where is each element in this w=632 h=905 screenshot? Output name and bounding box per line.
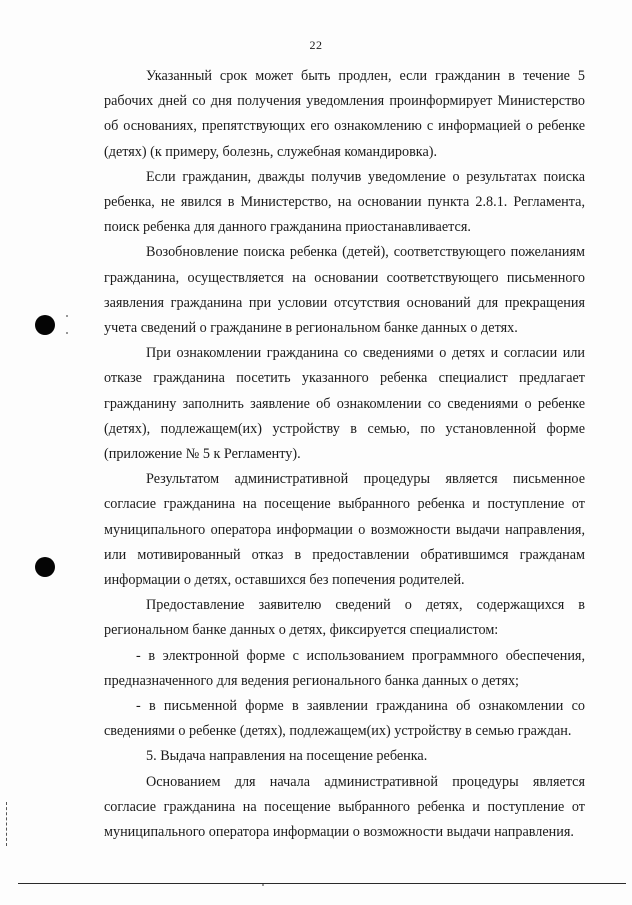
scan-edge-mark [6,802,7,846]
scan-speck [66,315,68,317]
scan-speck [262,884,264,886]
paragraph-extension-of-term: Указанный срок может быть продлен, если гражданин в течение 5 рабочих дней со дня получения уведомления проинформирует Министерство об основаниях, препятствующих его ознакомлению с информацией о ребенке (детях) (к примеру, болезнь, служебная командировка). [104,68,585,160]
section-heading: 5. Выдача направления на посещение ребенка. [146,748,428,765]
paragraph-search-resumed: Возобновление поиска ребенка (детей), соответствующего пожеланиям гражданина, осуществляется на основании соответствующего письменного заявления гражданина при условии отсутствия оснований для прекращения учета сведений о гражданине в региональном банке данных о детях. [104,244,585,337]
paragraph-recording-intro: Предоставление заявителю сведений о детях, содержащихся в региональном банке данных о детях, фиксируется специалистом: [104,597,585,639]
list-item-electronic-form: - в электронной форме с использованием программного обеспечения, предназначенного для ведения регионального банка данных о детях; [104,647,585,689]
paragraph-procedure-result: Результатом административной процедуры является письменное согласие гражданина на посещение выбранного ребенка и поступление от муниципального оператора информации о возможности выдачи направления, или мотивированный отказ в предоставлении обратившимся гражданам информации о детях, оставшихся без попечения родителей. [104,471,585,589]
list-item-written-form: - в письменной форме в заявлении гражданина об ознакомлении со сведениями о ребенке (детях), подлежащем(их) устройству в семью граждан. [104,698,585,740]
punch-hole-icon [35,315,55,335]
bottom-scan-line [18,883,626,884]
document-body [104,64,585,845]
page-number: 22 [309,38,323,52]
punch-hole-icon [35,557,55,577]
paragraph-procedure-basis: Основанием для начала административной процедуры является согласие гражданина на посещение выбранного ребенка и поступление от муниципального оператора информации о возможности выдачи направления. [104,773,585,841]
scan-speck [66,332,68,334]
paragraph-search-suspended: Если гражданин, дважды получив уведомление о результатах поиска ребенка, не явился в Министерство, на основании пункта 2.8.1. Регламента, поиск ребенка для данного гражданина приостанавливается. [104,168,585,236]
paragraph-application-form: При ознакомлении гражданина со сведениями о детях и согласии или отказе гражданина посетить указанного ребенка специалист предлагает гражданину заполнить заявление об ознакомлении со сведениями о ребенке (детях), подлежащем(их) устройству в семью, по установленной форме (приложение № 5 к Регламенту). [104,345,585,463]
